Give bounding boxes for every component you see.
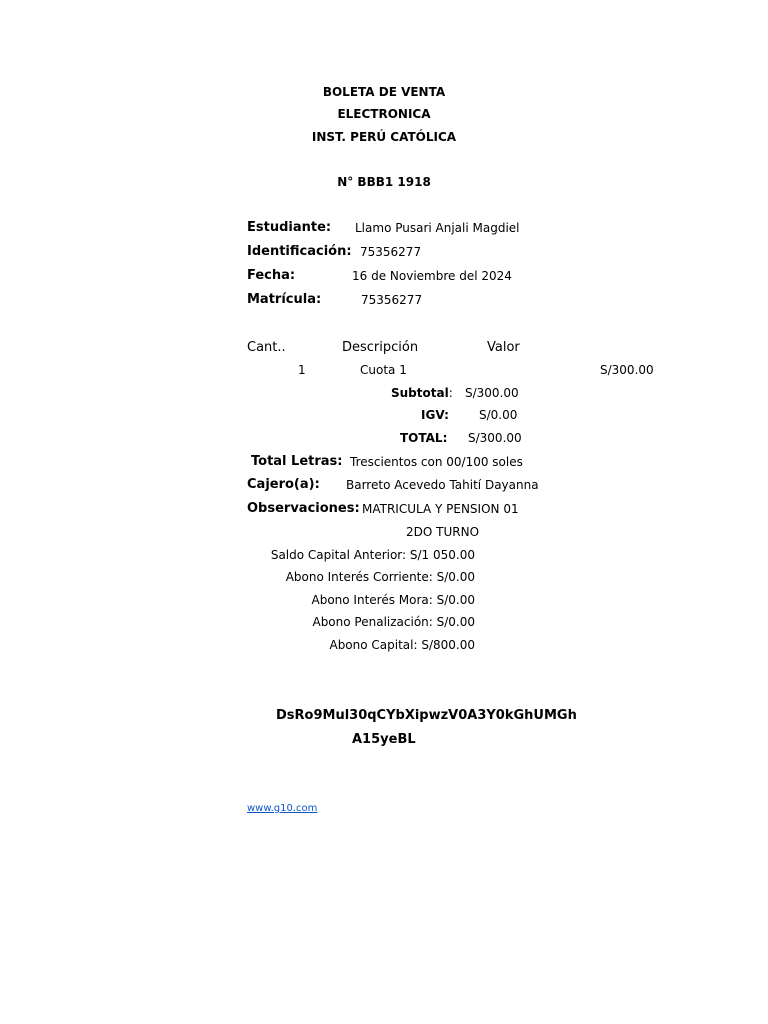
subtotal-colon: :: [448, 386, 453, 400]
cashier-value: Barreto Acevedo Tahití Dayanna: [346, 478, 539, 492]
cashier-label: Cajero(a):: [247, 477, 320, 492]
identification-label: Identificación:: [247, 244, 352, 259]
table-header-qty: Cant..: [247, 340, 286, 355]
table-row-qty: 1: [298, 363, 306, 377]
observations-value-line1: MATRICULA Y PENSION 01: [362, 502, 519, 516]
receipt-title-line2: ELECTRONICA: [337, 107, 431, 121]
subtotal-row: [391, 386, 453, 400]
date-value: 16 de Noviembre del 2024: [352, 269, 512, 283]
total-value: S/300.00: [468, 431, 522, 445]
institution-name: INST. PERÚ CATÓLICA: [311, 130, 457, 144]
total-letters-label: Total Letras:: [251, 454, 343, 469]
table-row-value: S/300.00: [600, 363, 654, 377]
subtotal-label: Subtotal: [391, 386, 449, 400]
table-header-description: Descripción: [342, 340, 419, 355]
enrollment-label: Matrícula:: [247, 292, 322, 307]
total-letters-value: Trescientos con 00/100 soles: [350, 455, 523, 469]
verification-code-line1: DsRo9Mul30qCYbXipwzV0A3Y0kGhUMGh: [276, 708, 577, 723]
igv-value: S/0.00: [479, 408, 518, 422]
receipt-number: N° BBB1 1918: [337, 175, 431, 189]
balance-capital-previous: Saldo Capital Anterior: S/1 050.00: [270, 548, 475, 562]
student-label: Estudiante:: [247, 220, 332, 235]
subtotal-value: S/300.00: [465, 386, 519, 400]
student-value: Llamo Pusari Anjali Magdiel: [355, 221, 520, 235]
igv-label: IGV:: [421, 408, 449, 422]
verification-code-line2: A15yeBL: [352, 732, 416, 747]
table-header-value: Valor: [487, 340, 520, 355]
total-label: TOTAL:: [400, 431, 448, 445]
observations-label: Observaciones:: [247, 501, 360, 516]
balance-capital-payment: Abono Capital: S/800.00: [329, 638, 475, 652]
observations-value-line2: 2DO TURNO: [406, 525, 480, 539]
balance-interest-late: Abono Interés Mora: S/0.00: [311, 593, 475, 607]
receipt-title-line1: BOLETA DE VENTA: [322, 85, 446, 99]
date-label: Fecha:: [247, 268, 296, 283]
identification-value: 75356277: [360, 245, 422, 259]
enrollment-value: 75356277: [361, 293, 423, 307]
balance-penalty: Abono Penalización: S/0.00: [312, 615, 475, 629]
balance-interest-current: Abono Interés Corriente: S/0.00: [285, 570, 475, 584]
website-link[interactable]: www.g10.com: [247, 803, 318, 814]
table-row-description: Cuota 1: [360, 363, 407, 377]
